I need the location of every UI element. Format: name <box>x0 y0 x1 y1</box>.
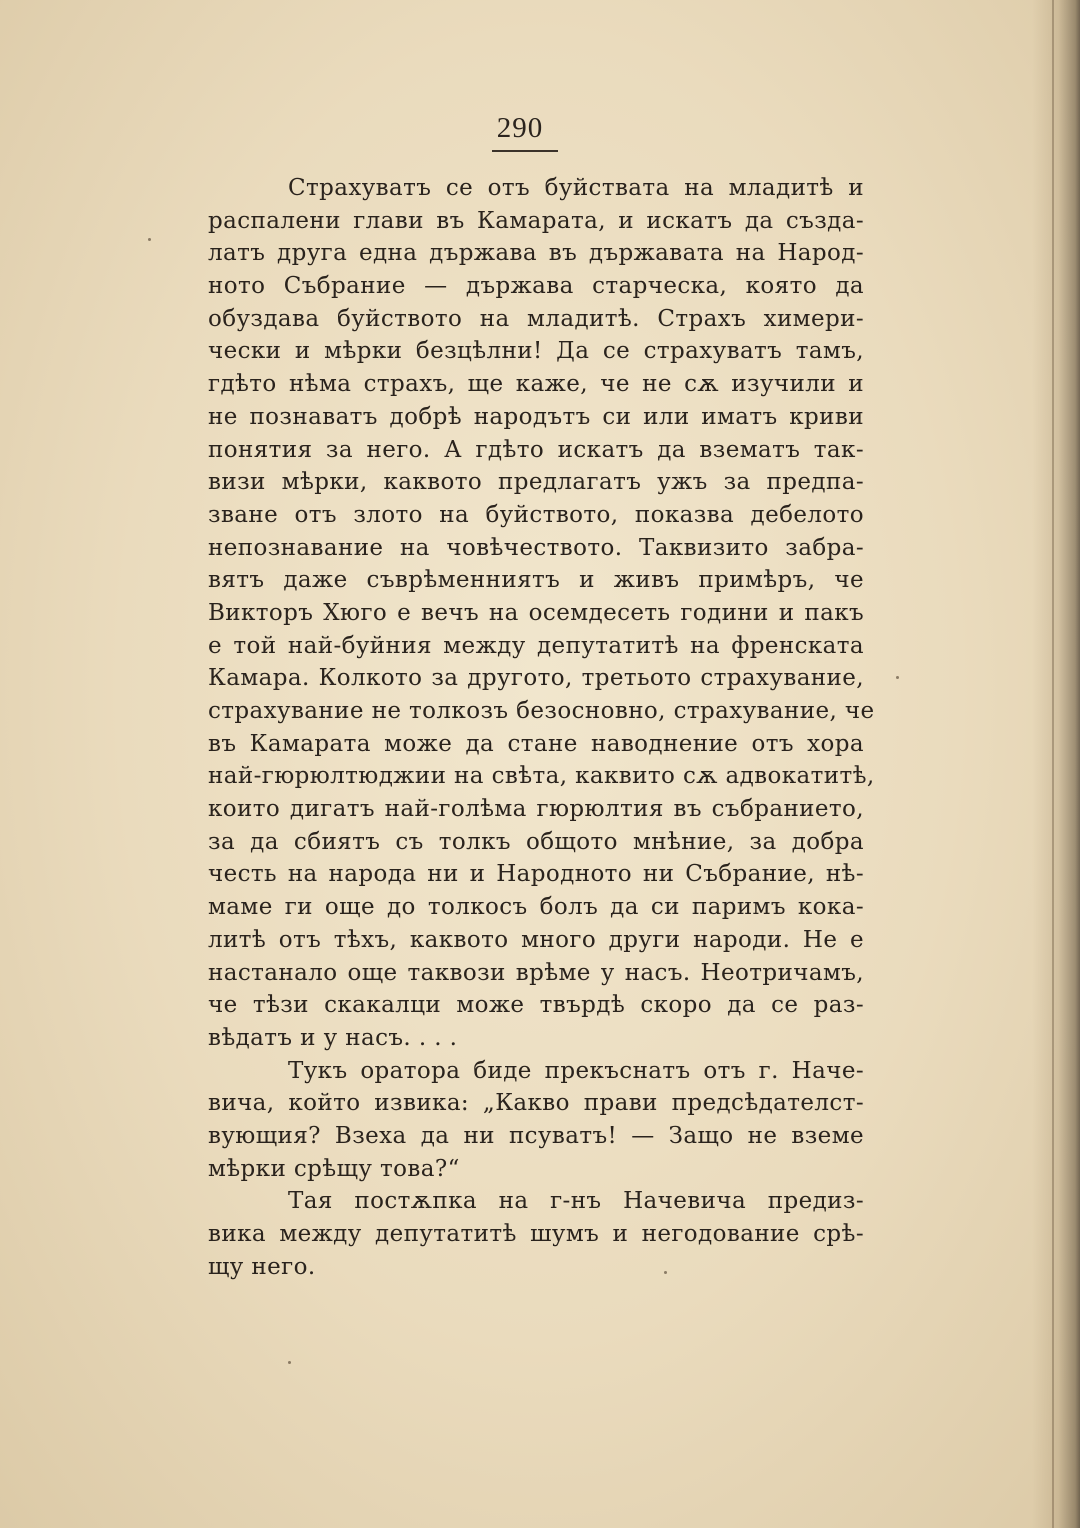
text-line: чески и мѣрки безцѣлни! Да се страхуватъ тамъ, <box>208 338 864 365</box>
text-line: настанало още таквози врѣме у насъ. Неотричамъ, <box>208 959 864 986</box>
text-line: щу него. <box>208 1253 316 1280</box>
text-line: Тукъ оратора биде прекъснатъ отъ г. Наче- <box>288 1057 864 1084</box>
text-line: въ Камарата може да стане наводнение отъ хора <box>208 730 864 757</box>
text-line: литѣ отъ тѣхъ, каквото много други народи. Не е <box>208 926 864 953</box>
text-line: зване отъ злото на буйството, показва дебелото <box>208 501 864 528</box>
text-line: Камара. Колкото за другото, третьото страхувание, <box>208 665 864 692</box>
book-spine-edge <box>1052 0 1054 1528</box>
text-line: ното Събрание — държава старческа, която да <box>208 273 864 300</box>
paper-speck <box>896 676 899 679</box>
paper-speck <box>288 1361 291 1364</box>
text-line: Тая постѫпка на г-нъ Начевича предиз- <box>288 1188 864 1215</box>
text-line: Викторъ Хюго е вечъ на осемдесеть години и пакъ <box>208 599 864 626</box>
text-line: латъ друга една държава въ държавата на Народ- <box>208 240 864 267</box>
text-line: гдѣто нѣма страхъ, ще каже, че не сѫ изучили и <box>208 371 864 398</box>
text-line: страхувание не толкозъ безосновно, страхувание, че <box>208 698 875 724</box>
text-line: Страхуватъ се отъ буйствата на младитѣ и <box>288 175 864 201</box>
text-line: вѣдатъ и у насъ. . . . <box>208 1024 458 1051</box>
text-line: най-гюрюлтюджии на свѣта, каквито сѫ адвокатитѣ, <box>208 763 875 790</box>
body-text <box>208 172 875 1283</box>
book-spine-shadow <box>1032 0 1080 1528</box>
text-line: обуздава буйството на младитѣ. Страхъ химери- <box>208 305 864 332</box>
text-line: понятия за него. А гдѣто искатъ да взематъ так- <box>208 436 864 463</box>
text-line: визи мѣрки, каквото предлагатъ ужъ за предпа- <box>208 469 864 496</box>
text-line: честь на народа ни и Народното ни Събрание, нѣ- <box>208 861 864 888</box>
text-line: за да сбиятъ съ толкъ общото мнѣние, за добра <box>208 828 864 855</box>
text-line: распалени глави въ Камарата, и искатъ да създа- <box>208 207 864 234</box>
paper-speck <box>148 238 151 241</box>
text-line: е той най-буйния между депутатитѣ на френската <box>208 632 864 659</box>
paper-speck <box>664 1271 667 1274</box>
text-line: мѣрки срѣщу това?“ <box>208 1155 460 1182</box>
text-line: вика между депутатитѣ шумъ и негодование срѣ- <box>208 1221 864 1247</box>
page-number: 290 <box>496 112 544 144</box>
page-number-rule <box>492 150 558 152</box>
text-line: непознавание на човѣчеството. Таквизито забра- <box>208 534 864 561</box>
text-line: не познаватъ добрѣ народътъ си или иматъ криви <box>208 403 864 430</box>
text-line: че тѣзи скакалци може твърдѣ скоро да се раз- <box>208 992 864 1019</box>
text-line: вующия? Взеха да ни псуватъ! — Защо не вземе <box>208 1122 864 1149</box>
text-line: маме ги още до толкосъ болъ да си паримъ кока- <box>208 894 864 921</box>
text-line: които дигатъ най-голѣма гюрюлтия въ събранието, <box>208 796 864 823</box>
text-line: вича, който извика: „Какво прави предсѣдателст- <box>208 1090 864 1117</box>
text-line: вятъ даже съврѣменниятъ и живъ примѣръ, че <box>208 567 864 594</box>
